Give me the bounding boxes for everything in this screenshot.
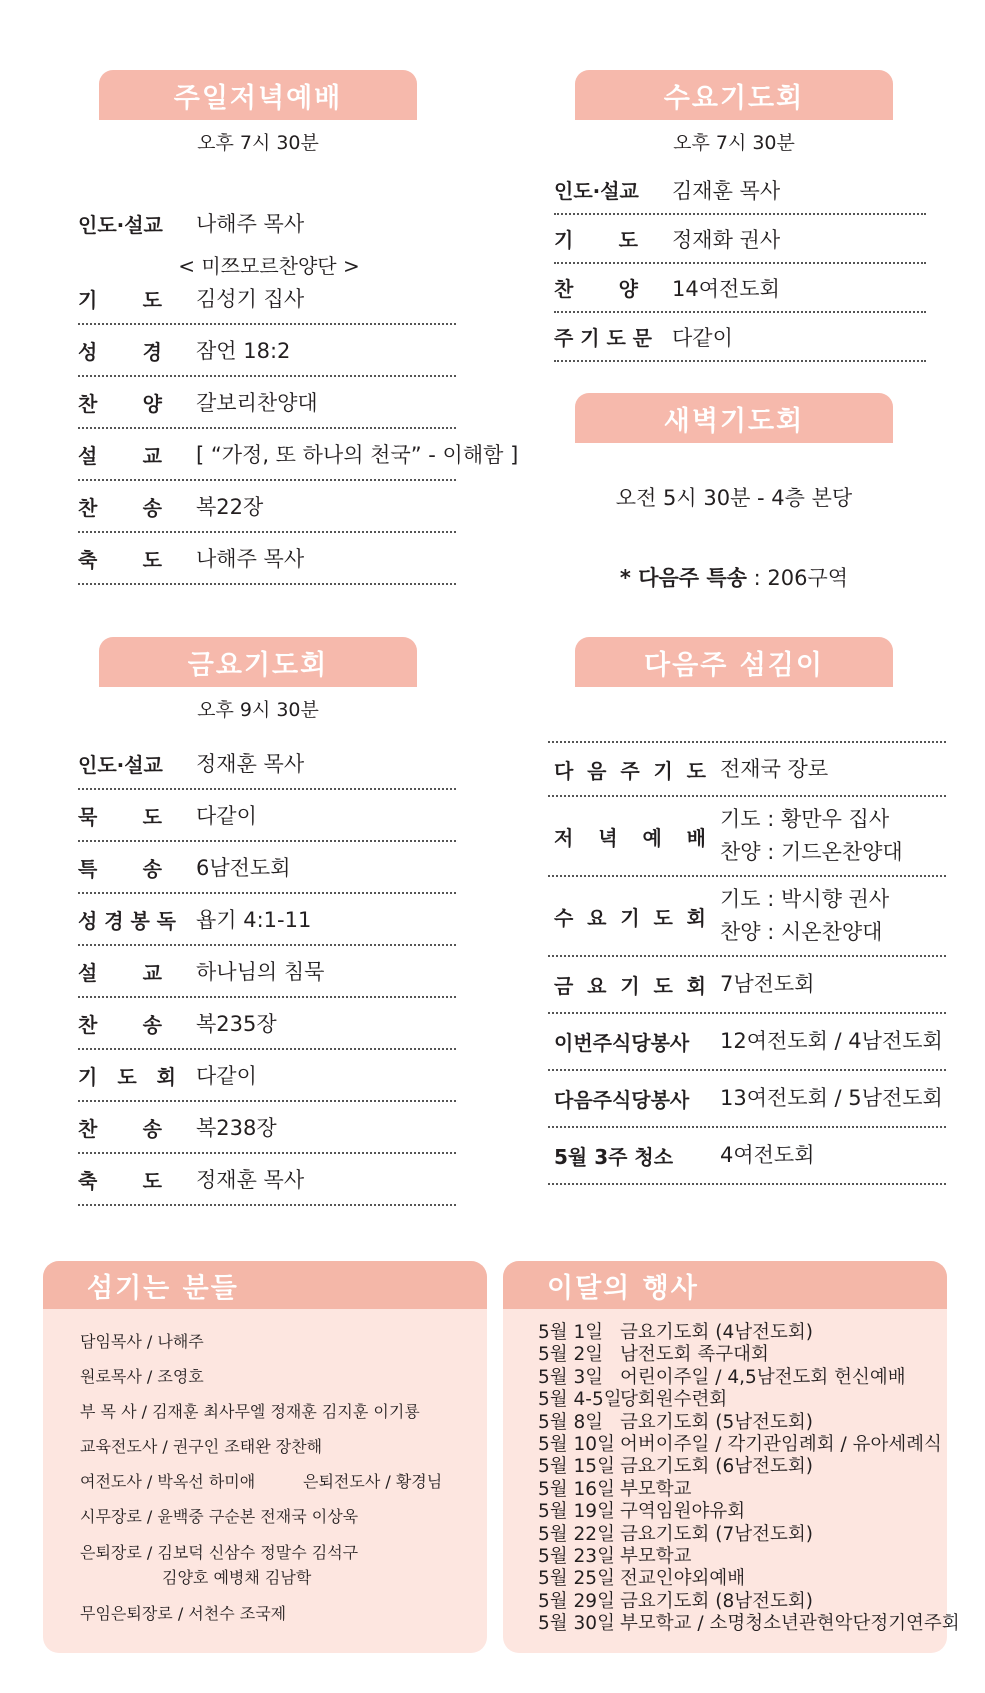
- sunday-item-label: 기 도: [78, 287, 162, 312]
- friday-item-label: 성 경 봉 독: [78, 908, 176, 933]
- sunday-item-value: 나해주 목사: [196, 547, 305, 571]
- events-list: [538, 1322, 960, 1636]
- friday-item-value: 다같이: [196, 1064, 257, 1088]
- sunday-item-value: 김성기 집사: [196, 287, 305, 311]
- event-date: 5월 16일: [538, 1478, 615, 1500]
- sunday-evening-header: 주일저녁예배: [99, 70, 417, 120]
- next-week-label: 5월 3주 청소: [554, 1145, 674, 1169]
- event-text: 금요기도회 (6남전도회): [620, 1456, 813, 1478]
- event-item: [538, 1322, 960, 1344]
- wednesday-item-row: [554, 166, 926, 215]
- event-item: [538, 1344, 960, 1366]
- dawn-special-value: : 206구역: [753, 566, 849, 590]
- next-week-value-line: 전재국 장로: [720, 756, 829, 781]
- event-date: 5월 29일: [538, 1590, 615, 1612]
- dawn-special-label: * 다음주 특송: [619, 566, 747, 590]
- event-date: 5월 22일: [538, 1523, 615, 1545]
- friday-item-value: 정재훈 목사: [196, 1168, 305, 1192]
- next-week-value-line: 12여전도회 / 4남전도회: [720, 1029, 943, 1053]
- wednesday-item-label: 인도·설교: [554, 179, 639, 203]
- event-item: [538, 1479, 960, 1501]
- friday-item-row: [78, 842, 456, 894]
- next-week-value-line: 찬양 : 시온찬양대: [720, 920, 883, 944]
- sunday-evening-time: 오후 7시 30분: [197, 132, 319, 154]
- event-date: 5월 4-5일: [538, 1389, 622, 1411]
- next-week-header: 다음주 섬김이: [575, 637, 893, 687]
- sunday-item-value: 복22장: [196, 495, 264, 519]
- sunday-item-row: [78, 481, 456, 533]
- sunday-item-label: 찬 송: [78, 495, 162, 520]
- wednesday-item-value: 14여전도회: [672, 276, 780, 301]
- next-week-value: [720, 883, 889, 949]
- friday-item-value: 다같이: [196, 804, 257, 828]
- wednesday-item-row: [554, 313, 926, 362]
- sunday-choir-note: < 미쯔모르찬양단 >: [178, 254, 360, 278]
- friday-item-label: 찬 송: [78, 1116, 162, 1141]
- next-week-row: [548, 1128, 946, 1185]
- servant-line: 여전도사 / 박옥선 하미애: [80, 1472, 256, 1491]
- dawn-prayer-header: 새벽기도회: [575, 393, 893, 443]
- sunday-item-row: [78, 533, 456, 585]
- wednesday-item-value: 김재훈 목사: [672, 178, 781, 203]
- event-text: 금요기도회 (7남전도회): [620, 1523, 813, 1545]
- friday-item-label: 묵 도: [78, 804, 162, 829]
- friday-item-row: [78, 894, 456, 946]
- next-week-row: [548, 1014, 946, 1071]
- servant-line: 시무장로 / 윤백중 구순본 전재국 이상욱: [80, 1507, 359, 1526]
- friday-item-value: 복238장: [196, 1116, 277, 1140]
- next-week-row: [548, 797, 946, 877]
- wednesday-prayer-time: 오후 7시 30분: [673, 132, 795, 154]
- next-week-value: [720, 1139, 815, 1172]
- event-text: 금요기도회 (4남전도회): [620, 1322, 813, 1343]
- next-week-row: [548, 1071, 946, 1128]
- event-item: [538, 1412, 960, 1434]
- event-item: [538, 1524, 960, 1546]
- wednesday-item-value: 다같이: [672, 325, 733, 350]
- friday-item-row: [78, 1102, 456, 1154]
- event-text: 남전도회 족구대회: [620, 1344, 769, 1366]
- next-week-value-line: 찬양 : 기드온찬양대: [720, 840, 903, 864]
- event-item: [538, 1367, 960, 1389]
- friday-item-label: 특 송: [78, 856, 162, 881]
- servant-line: 부 목 사 / 김재훈 최사무엘 정재훈 김지훈 이기룡: [80, 1402, 420, 1421]
- next-week-value-line: 4여전도회: [720, 1143, 815, 1167]
- friday-item-value: 하나님의 침묵: [196, 960, 325, 984]
- next-week-value-line: 기도 : 황만우 집사: [720, 807, 890, 831]
- dawn-prayer-time: 오전 5시 30분 - 4층 본당: [615, 486, 853, 510]
- event-item: [538, 1546, 960, 1568]
- event-date: 5월 23일: [538, 1546, 615, 1568]
- event-text: 전교인야외예배: [620, 1568, 746, 1590]
- event-text: 어린이주일 / 4,5남전도회 헌신예배: [620, 1366, 906, 1388]
- servants-header: 섬기는 분들: [43, 1261, 487, 1309]
- next-week-label: 수 요 기 도 회: [554, 905, 706, 930]
- event-item: [538, 1434, 960, 1456]
- friday-item-row: [78, 946, 456, 998]
- event-item: [538, 1456, 960, 1478]
- event-item: [538, 1568, 960, 1590]
- servants-panel: [43, 1261, 487, 1653]
- event-text: 구역임원야유회: [620, 1501, 746, 1523]
- next-week-label: 다음주식당봉사: [554, 1088, 690, 1112]
- sunday-leader-row: [78, 205, 456, 241]
- event-item: [538, 1501, 960, 1523]
- sunday-item-value: [ “가정, 또 하나의 천국” - 이해함 ]: [196, 443, 519, 467]
- friday-item-label: 축 도: [78, 1168, 162, 1193]
- sunday-item-label: 성 경: [78, 339, 162, 364]
- next-week-value: [720, 753, 828, 786]
- sunday-item-value: 갈보리찬양대: [196, 391, 318, 415]
- next-week-value-line: 7남전도회: [720, 972, 815, 996]
- wednesday-item-label: 주 기 도 문: [554, 326, 652, 350]
- event-text: 부모학교: [620, 1546, 692, 1568]
- event-date: 5월 15일: [538, 1456, 615, 1478]
- servant-line: 무임은퇴장로 / 서천수 조국제: [80, 1604, 287, 1623]
- event-text: 부모학교 / 소명청소년관현악단정기연주회: [620, 1613, 960, 1635]
- event-date: 5월 25일: [538, 1568, 615, 1590]
- sunday-leader-label: 인도·설교: [78, 212, 163, 237]
- friday-prayer-time: 오후 9시 30분: [197, 699, 319, 721]
- next-week-label: 금 요 기 도 회: [554, 974, 706, 998]
- event-text: 부모학교: [620, 1478, 692, 1500]
- friday-item-label: 인도·설교: [78, 752, 163, 777]
- wednesday-item-row: [554, 264, 926, 313]
- next-week-value: [720, 1025, 943, 1058]
- friday-item-value: 정재훈 목사: [196, 752, 305, 776]
- next-week-label: 저 녁 예 배: [554, 825, 706, 850]
- wednesday-item-value: 정재화 권사: [672, 227, 781, 252]
- servant-line: 은퇴장로 / 김보덕 신삼수 정말수 김석구: [80, 1543, 359, 1562]
- friday-item-value: 복235장: [196, 1012, 277, 1036]
- event-text: 어버이주일 / 각기관임례회 / 유아세례식: [620, 1434, 942, 1456]
- next-week-value: [720, 803, 903, 869]
- event-date: 5월 30일: [538, 1613, 615, 1635]
- event-date: 5월 8일: [538, 1411, 604, 1433]
- dawn-special-song: [545, 562, 923, 592]
- friday-item-row: [78, 998, 456, 1050]
- event-text: 당회원수련회: [620, 1389, 728, 1411]
- event-date: 5월 2일: [538, 1344, 604, 1366]
- wednesday-item-label: 기 도: [554, 228, 638, 252]
- sunday-item-label: 찬 양: [78, 391, 162, 416]
- servant-line: 원로목사 / 조영호: [80, 1367, 204, 1386]
- servant-line: 김양호 예병채 김남학: [162, 1568, 312, 1587]
- friday-item-value: 욥기 4:1-11: [196, 908, 312, 932]
- wednesday-item-label: 찬 양: [554, 277, 638, 301]
- next-week-value-line: 기도 : 박시향 권사: [720, 887, 890, 911]
- event-date: 5월 3일: [538, 1366, 604, 1388]
- event-text: 금요기도회 (5남전도회): [620, 1411, 813, 1433]
- next-week-row: [548, 877, 946, 957]
- sunday-item-label: 축 도: [78, 547, 162, 572]
- wednesday-item-row: [554, 215, 926, 264]
- next-week-value: [720, 1082, 943, 1115]
- friday-prayer-header: 금요기도회: [99, 637, 417, 687]
- next-week-value-line: 13여전도회 / 5남전도회: [720, 1086, 943, 1110]
- friday-item-label: 설 교: [78, 960, 162, 985]
- sunday-item-row: [78, 325, 456, 377]
- event-item: [538, 1389, 960, 1411]
- event-item: [538, 1591, 960, 1613]
- next-week-row: [548, 741, 946, 797]
- next-week-row: [548, 957, 946, 1014]
- friday-item-row: [78, 790, 456, 842]
- event-date: 5월 10일: [538, 1434, 615, 1456]
- friday-item-value: 6남전도회: [196, 856, 291, 880]
- friday-item-label: 찬 송: [78, 1012, 162, 1037]
- sunday-item-row: [78, 429, 519, 481]
- sunday-leader-value: 나해주 목사: [196, 212, 305, 236]
- event-item: [538, 1613, 960, 1635]
- friday-item-label: 기 도 회: [78, 1064, 176, 1089]
- servant-line: 담임목사 / 나해주: [80, 1332, 204, 1351]
- next-week-label: 이번주식당봉사: [554, 1031, 690, 1055]
- sunday-item-row: [78, 273, 456, 325]
- next-week-value: [720, 968, 815, 1001]
- friday-item-row: [78, 738, 456, 790]
- event-text: 금요기도회 (8남전도회): [620, 1590, 813, 1612]
- sunday-item-row: [78, 377, 456, 429]
- event-date: 5월 1일: [538, 1322, 604, 1343]
- friday-item-row: [78, 1050, 456, 1102]
- events-header: 이달의 행사: [503, 1261, 947, 1309]
- servant-line: 은퇴전도사 / 황경님: [303, 1472, 443, 1491]
- next-week-label: 다 음 주 기 도: [554, 758, 706, 783]
- sunday-item-label: 설 교: [78, 443, 162, 468]
- event-date: 5월 19일: [538, 1501, 615, 1523]
- sunday-item-value: 잠언 18:2: [196, 339, 291, 363]
- wednesday-prayer-header: 수요기도회: [575, 70, 893, 120]
- servant-line: 교육전도사 / 권구인 조태완 장찬해: [80, 1437, 323, 1456]
- friday-item-row: [78, 1154, 456, 1206]
